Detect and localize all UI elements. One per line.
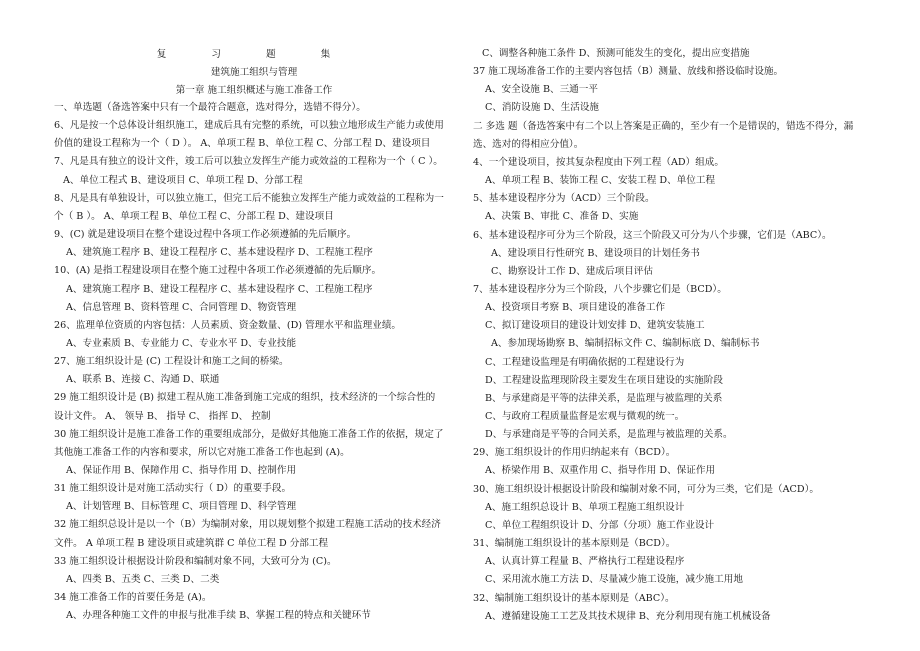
text-line: 31 施工组织设计是对施工活动实行（ D）的重要手段。 — [54, 483, 292, 495]
text-line: 选、选对的得相应分值）。 — [473, 138, 584, 150]
text-line: 27、施工组织设计是 (C) 工程设计和施工之间的桥梁。 — [54, 356, 289, 368]
page-title: 复 习 题 集 — [156, 49, 352, 60]
text-line: A、遵循建设施工工艺及其技术规律 B、充分利用现有施工机械设备 — [485, 610, 771, 622]
text-line: A、参加现场勘察 B、编制招标文件 C、编制标底 D、编制标书 — [491, 338, 760, 350]
text-line: 29、施工组织设计的作用归纳起来有（BCD）。 — [473, 447, 676, 459]
text-line: 二 多选 题（备选答案中有二个以上答案是正确的，至少有一个是错误的，错选不得分，漏 — [473, 120, 854, 132]
text-line: 设计文件。 A、 领导 B、 指导 C、 指挥 D、 控制 — [54, 410, 271, 422]
text-line: C、消防设施 D、生活设施 — [485, 102, 600, 114]
text-line: A、建筑施工程序 B、建设工程程序 C、基本建设程序 D、工程施工程序 — [66, 247, 373, 259]
text-line: A、信息管理 B、资料管理 C、合同管理 D、物资管理 — [66, 301, 297, 313]
text-line: 29 施工组织设计是 (B) 拟建工程从施工准备到施工完成的组织，技术经济的一个综合性的 — [54, 392, 436, 404]
text-line: A、投资项目考察 B、项目建设的准备工作 — [485, 302, 666, 314]
text-line: 31、编制施工组织设计的基本原则是（BCD）。 — [473, 538, 676, 550]
text-line: A、保证作用 B、保障作用 C、指导作用 D、控制作用 — [66, 465, 297, 476]
text-line: A、四类 B、五类 C、三类 D、二类 — [66, 573, 220, 585]
text-line: 文件。 A 单项工程 B 建设项目或建筑群 C 单位工程 D 分部工程 — [54, 537, 329, 549]
text-line: 6、凡是按一个总体设计组织施工，建成后具有完整的系统，可以独立地形成生产能力或使用 — [54, 120, 444, 132]
text-line: 其他施工准备工作的内容和要求，所以它对施工准备工作也起到 (A)。 — [54, 446, 350, 458]
text-line: 33 施工组织设计根据设计阶段和编制对象不同，大致可分为 (C)。 — [54, 555, 337, 567]
text-line: 32、编制施工组织设计的基本原则是（ABC）。 — [473, 592, 675, 604]
text-line: A、专业素质 B、专业能力 C、专业水平 D、专业技能 — [66, 337, 297, 349]
text-line: C、拟订建设项目的建设计划安排 D、建筑安装施工 — [485, 320, 705, 332]
text-line: C、调整各种施工条件 D、预测可能发生的变化，提出应变措施 — [482, 48, 750, 59]
text-line: 7、基本建设程序分为三个阶段，八个步骤它们是（BCD）。 — [473, 283, 727, 295]
text-line: 9、(C) 就是建设项目在整个建设过程中各项工作必须遵循的先后顺序。 — [54, 229, 357, 241]
chapter-heading: 第一章 施工组织概述与施工准备工作 — [175, 85, 333, 96]
text-line: 37 施工现场准备工作的主要内容包括（B）测量、放线和搭设临时设施。 — [473, 66, 784, 78]
text-line: A、计划管理 B、目标管理 C、项目管理 D、科学管理 — [66, 501, 297, 513]
text-line: C、工程建设监理是有明确依据的工程建设行为 — [485, 356, 685, 368]
text-line: 30、施工组织设计根据设计阶段和编制对象不同，可分为三类，它们是（ACD）。 — [473, 483, 819, 495]
text-line: 5、基本建设程序分为（ACD）三个阶段。 — [473, 193, 655, 205]
text-line: 个（ B ）。 A、单项工程 B、单位工程 C、分部工程 D、建设项目 — [54, 210, 334, 222]
text-line: 10、(A) 是指工程建设项目在整个施工过程中各项工作必须遵循的先后顺序。 — [54, 265, 382, 277]
text-line: 30 施工组织设计是施工准备工作的重要组成部分，是做好其他施工准备工作的依据，规定了 — [54, 428, 444, 440]
text-line: A、桥梁作用 B、双重作用 C、指导作用 D、保证作用 — [485, 465, 716, 477]
text-line: 价值的建设工程称为一个（ D ）。 A、单项工程 B、单位工程 C、分部工程 D、建设项目 — [54, 138, 431, 150]
text-line: A、安全设施 B、三通一平 — [485, 84, 598, 96]
text-line: 34 施工准备工作的首要任务是 (A)。 — [54, 592, 212, 604]
text-line: A、施工组织总设计 B、单项工程施工组织设计 — [485, 501, 685, 513]
text-line: A、联系 B、连接 C、沟通 D、联通 — [66, 374, 220, 386]
text-line: 6、基本建设程序可分为三个阶段，这三个阶段又可分为八个步骤，它们是（ABC）。 — [473, 229, 832, 241]
text-line: C、与政府工程质量监督是宏观与微观的统一。 — [485, 411, 685, 422]
text-line: A、单项工程 B、装饰工程 C、安装工程 D、单位工程 — [485, 175, 716, 187]
text-line: 7、凡是具有独立的设计文件，竣工后可以独立发挥生产能力或效益的工程称为一个（ C ）。 — [54, 156, 443, 168]
text-line: 32 施工组织总设计是以一个（B）为编制对象，用以规划整个拟建工程施工活动的技术经济 — [54, 519, 441, 531]
text-line: A、办理各种施工文件的申报与批准手续 B、掌握工程的特点和关键环节 — [66, 610, 371, 622]
text-line: A、决策 B、审批 C、准备 D、实施 — [485, 211, 639, 223]
text-line: A、建设项目行性研究 B、建设项目的计划任务书 — [491, 247, 700, 259]
text-line: A、认真计算工程量 B、严格执行工程建设程序 — [485, 556, 685, 568]
text-line: B、与承建商是平等的法律关系，是监理与被监理的关系 — [485, 392, 723, 404]
text-line: C、单位工程组织设计 D、分部（分项）施工作业设计 — [485, 519, 715, 531]
text-line: A、单位工程式 B、建设项目 C、单项工程 D、分部工程 — [63, 174, 303, 186]
text-line: C、采用流水施工方法 D、尽量减少施工设施，减少施工用地 — [485, 574, 743, 586]
text-line: 4、一个建设项目，按其复杂程度由下列工程（AD）组成。 — [473, 156, 724, 168]
text-line: C、勘察设计工作 D、建成后项目评估 — [491, 265, 653, 277]
text-line: A、建筑施工程序 B、建设工程程序 C、基本建设程序 C、工程施工程序 — [66, 283, 373, 295]
text-line: D、工程建设监理现阶段主要发生在项目建设的实施阶段 — [485, 374, 723, 386]
text-line: 26、监理单位资质的内容包括：人员素质、资金数量、(D) 管理水平和监理业绩。 — [54, 319, 402, 331]
text-line: 8、凡是具有单独设计，可以独立施工，但完工后不能独立发挥生产能力或效益的工程称为一 — [54, 192, 444, 204]
text-line: D、与承建商是平等的合同关系，是监理与被监理的关系。 — [485, 429, 733, 441]
text-line: 一、单选题（备选答案中只有一个最符合题意，选对得分，选错不得分）。 — [54, 102, 366, 113]
book-subtitle: 建筑施工组织与管理 — [210, 67, 298, 78]
